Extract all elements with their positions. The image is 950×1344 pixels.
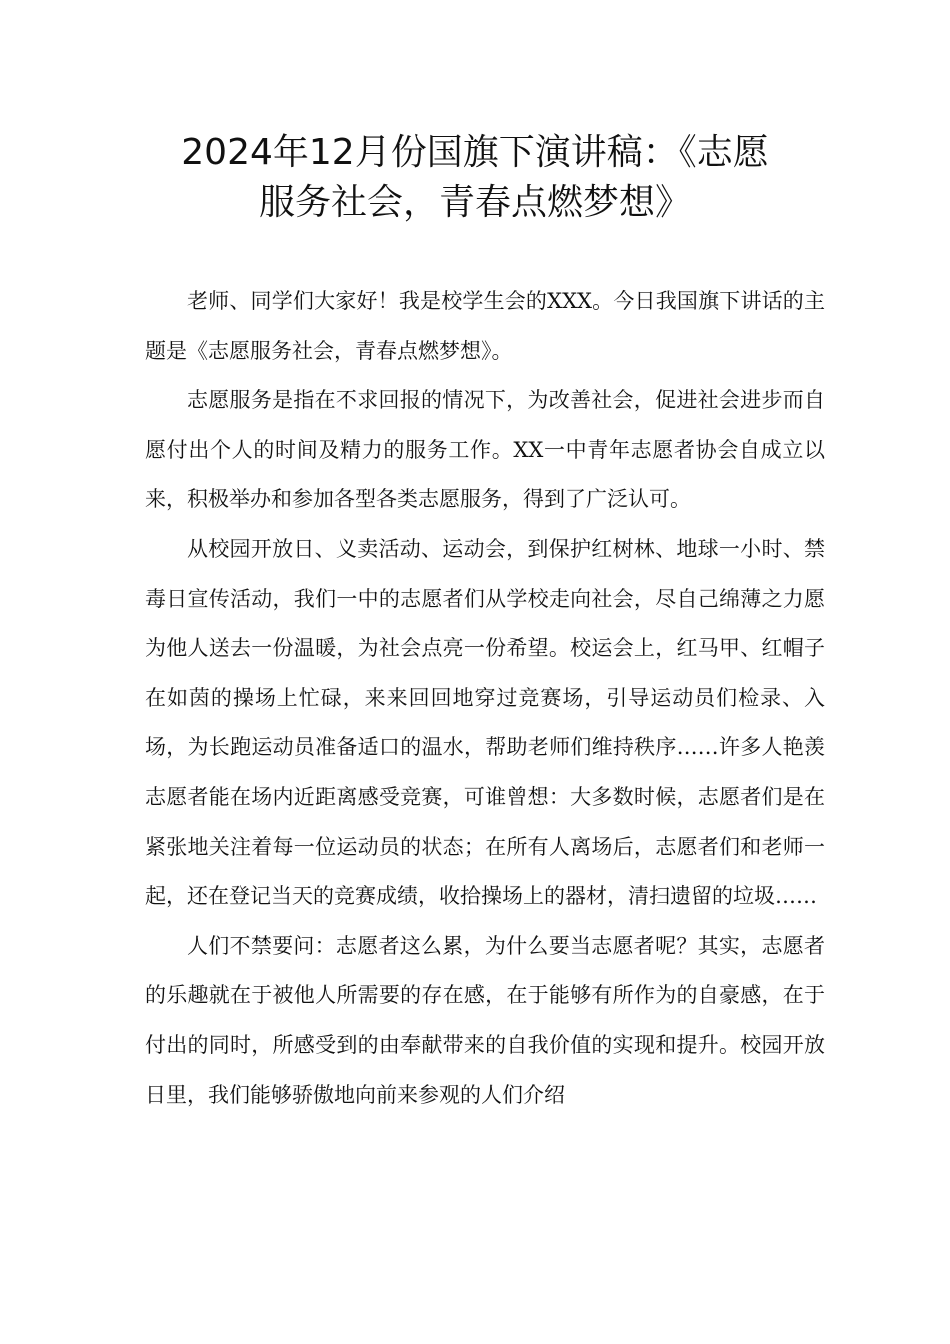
paragraph-2: 志愿服务是指在不求回报的情况下，为改善社会，促进社会进步而自愿付出个人的时间及精力的服务工作。XX一中青年志愿者协会自成立以来，积极举办和参加各型各类志愿服务，得到了广泛认可。	[145, 388, 825, 512]
paragraph-1: 老师、同学们大家好！我是校学生会的XXX。今日我国旗下讲话的主题是《志愿服务社会，青春点燃梦想》。	[145, 289, 825, 363]
title-line-2: 服务社会，青春点燃梦想》	[258, 182, 691, 223]
paragraph-3: 从校园开放日、义卖活动、运动会，到保护红树林、地球一小时、禁毒日宣传活动，我们一中的志愿者们从学校走向社会，尽自己绵薄之力愿为他人送去一份温暖，为社会点亮一份希望。校运会上，红马甲、红帽子在如茵的操场上忙碌，来来回回地穿过竞赛场，引导运动员们检录、入场，为长跑运动员准备适口的温水，帮助老师们维持秩序……许多人艳羡志愿者能在场内近距离感受竞赛，可谁曾想：大多数时候，志愿者们是在紧张地关注着每一位运动员的状态；在所有人离场后，志愿者们和老师一起，还在登记当天的竞赛成绩，收拾操场上的器材，清扫遗留的垃圾……	[145, 536, 825, 909]
document-body	[145, 277, 825, 1120]
paragraph-4: 人们不禁要问：志愿者这么累，为什么要当志愿者呢？其实，志愿者的乐趣就在于被他人所需要的存在感，在于能够有所作为的自豪感，在于付出的同时，所感受到的由奉献带来的自我价值的实现和提升。校园开放日里，我们能够骄傲地向前来参观的人们介绍	[145, 933, 825, 1107]
title-line-1: 2024年12月份国旗下演讲稿：《志愿	[181, 132, 769, 173]
document-title	[130, 128, 820, 228]
